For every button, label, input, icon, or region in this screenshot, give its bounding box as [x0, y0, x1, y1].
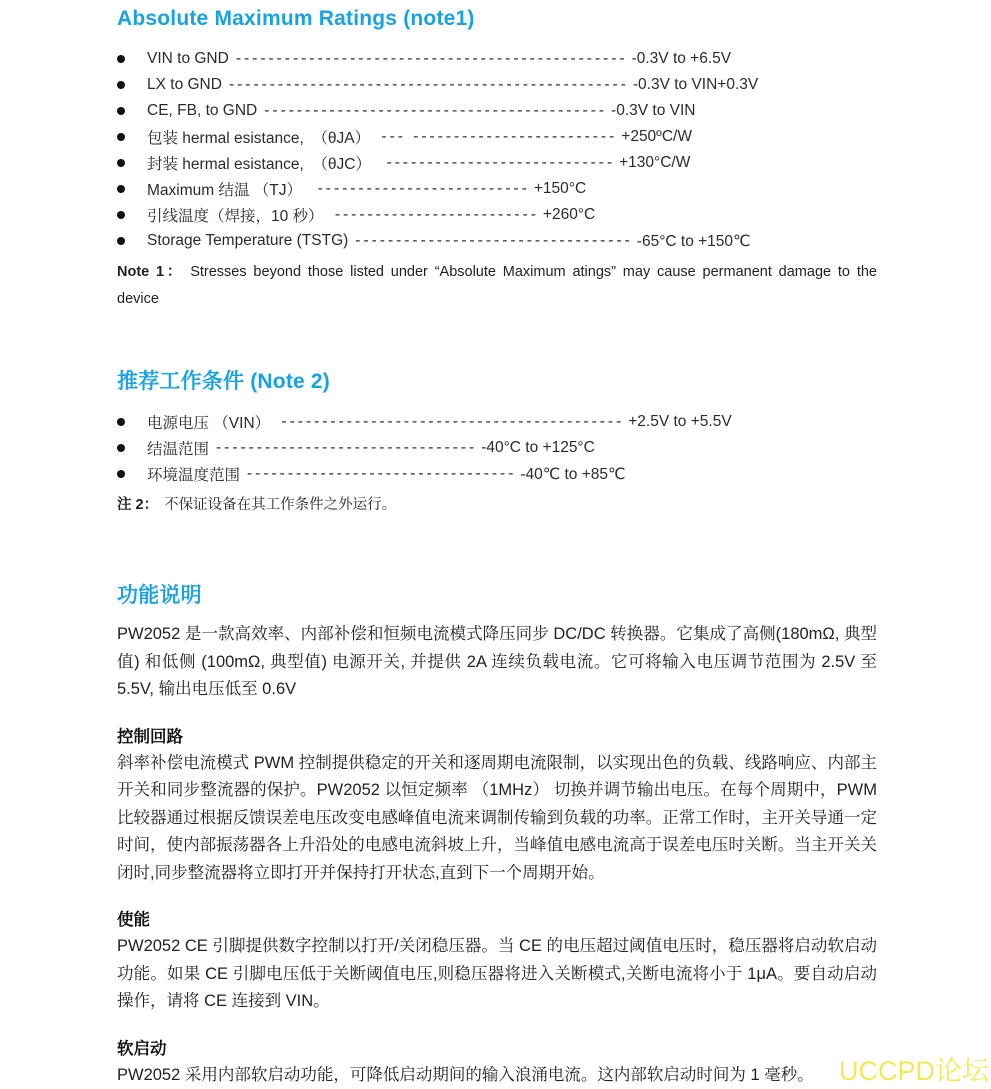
spec-leader: ------------------------------------------: [281, 413, 625, 430]
spec-leader: ------------------------------------------: [264, 102, 608, 119]
bullet-dot-icon: [117, 107, 147, 115]
spec-value: -0.3V to VIN+0.3V: [632, 76, 759, 93]
spec-value: +150°C: [533, 180, 587, 197]
spec-row: [117, 202, 877, 228]
spec-value: -0.3V to +6.5V: [631, 50, 732, 67]
spec-label: Maximum 结温 （TJ）: [147, 182, 311, 199]
spec-row: [117, 124, 877, 150]
spec-label: 电源电压 （VIN）: [147, 415, 275, 432]
enable-subtitle: 使能: [117, 911, 150, 929]
roc-spec-list: [117, 409, 877, 487]
bullet-dot-icon: [117, 470, 147, 478]
spec-label: 引线温度（焊接，10 秒）: [147, 208, 328, 225]
control-loop-paragraph: 斜率补偿电流模式 PWM 控制提供稳定的开关和逐周期电流限制，以实现出色的负载、线路响应、内部主开关和同步整流器的保护。PW2052 以恒定频率 （1MHz） 切换并调节输出电压。在每个周期中，PWM 比较器通过根据反馈误差电压改变电感峰值电流来调制传输到负载的功率。正常工作时，主开关导通一定时间，使内部振荡器各上升沿处的电感电流斜坡上升，当峰值电感电流高于误差电压时关断。当主开关关闭时,同步整流器将立即打开并保持打开状态,直到下一个周期开始。: [117, 753, 877, 882]
spec-label: LX to GND: [147, 76, 222, 93]
spec-value: +130°C/W: [619, 154, 691, 171]
soft-start-paragraph: PW2052 采用内部软启动功能，可降低启动期间的输入浪涌电流。这内部软启动时间为 1 毫秒。: [117, 1065, 814, 1084]
spec-value: -0.3V to VIN: [611, 102, 696, 119]
bullet-dot-icon: [117, 55, 147, 63]
section-function-description: [117, 583, 877, 1089]
spec-row: [117, 176, 877, 202]
spec-value: +2.5V to +5.5V: [628, 413, 732, 430]
note-1-label: Note 1：: [117, 264, 185, 280]
spec-row: [117, 150, 877, 176]
spec-row: [117, 98, 877, 124]
spec-value: -40℃ to +85℃: [520, 465, 626, 483]
spec-leader: --- -------------------------: [381, 128, 618, 145]
bullet-dot-icon: [117, 444, 147, 452]
spec-row: [117, 461, 877, 487]
note-2: [117, 492, 877, 519]
spec-row: [117, 409, 877, 435]
func-section-title: 功能说明: [117, 584, 202, 607]
bullet-dot-icon: [117, 418, 147, 426]
spec-label: 结温范围: [147, 441, 210, 458]
spec-leader: ----------------------------: [386, 154, 616, 171]
bullet-dot-icon: [117, 133, 147, 141]
spec-row: [117, 46, 877, 72]
watermark-uccpd-forum: UCCPD论坛: [838, 1056, 989, 1086]
soft-start-subtitle: 软启动: [117, 1039, 167, 1058]
func-intro-paragraph: PW2052 是一款高效率、内部补偿和恒频电流模式降压同步 DC/DC 转换器。它集成了高侧(180mΩ, 典型值) 和低侧 (100mΩ, 典型值) 电源开关, 并提供 2A 连续负载电流。它可将输入电压调节范围为 2.5V 至 5.5V, 输出电压低至 0.6V: [117, 625, 877, 698]
spec-leader: -------------------------: [334, 206, 539, 223]
spec-value: +260°C: [542, 206, 596, 223]
note-1: [117, 259, 877, 313]
spec-leader: ---------------------------------: [247, 465, 517, 482]
spec-label: 环境温度范围: [147, 467, 241, 484]
bullet-dot-icon: [117, 211, 147, 219]
spec-row: [117, 72, 877, 98]
spec-label: CE, FB, to GND: [147, 102, 258, 119]
amr-spec-list: [117, 46, 877, 254]
spec-value: -40°C to +125°C: [481, 439, 595, 456]
bullet-dot-icon: [117, 185, 147, 193]
spec-leader: --------------------------: [317, 180, 530, 197]
control-loop-subtitle: 控制回路: [117, 727, 183, 746]
bullet-dot-icon: [117, 159, 147, 167]
spec-leader: --------------------------------: [216, 439, 478, 456]
note-2-label: 注 2：: [117, 497, 159, 513]
bullet-dot-icon: [117, 81, 147, 89]
spec-label: 封装 hermal esistance, （θJC）: [147, 156, 380, 173]
bullet-dot-icon: [117, 237, 147, 245]
spec-value: +250ºC/W: [621, 128, 692, 145]
spec-leader: ----------------------------------: [355, 232, 633, 249]
note-2-text: 不保证设备在其工作条件之外运行。: [164, 497, 397, 513]
spec-row: [117, 228, 877, 254]
spec-value: -65°C to +150℃: [636, 232, 751, 250]
enable-paragraph: PW2052 CE 引脚提供数字控制以打开/关闭稳压器。当 CE 的电压超过阈值电压时，稳压器将启动软启动功能。如果 CE 引脚电压低于关断阈值电压,则稳压器将进入关断模式,关断电流将小于 1μA。要自动启动操作，请将 CE 连接到 VIN。: [117, 937, 877, 1010]
spec-row: [117, 435, 877, 461]
amr-section-title: Absolute Maximum Ratings (note1): [117, 7, 475, 30]
spec-label: Storage Temperature (TSTG): [147, 232, 349, 249]
spec-leader: -------------------------------------------------: [228, 76, 629, 93]
section-recommended-operating-conditions: [117, 369, 877, 519]
spec-label: 包装 hermal esistance, （θJA）: [147, 130, 375, 147]
roc-section-title: 推荐工作条件 (Note 2): [117, 370, 330, 393]
note-1-text: Stresses beyond those listed under “Absolute Maximum atings” may cause permanent damage to the device: [117, 264, 877, 307]
section-absolute-maximum-ratings: [117, 6, 877, 313]
spec-leader: ------------------------------------------------: [235, 50, 628, 67]
spec-label: VIN to GND: [147, 50, 229, 67]
